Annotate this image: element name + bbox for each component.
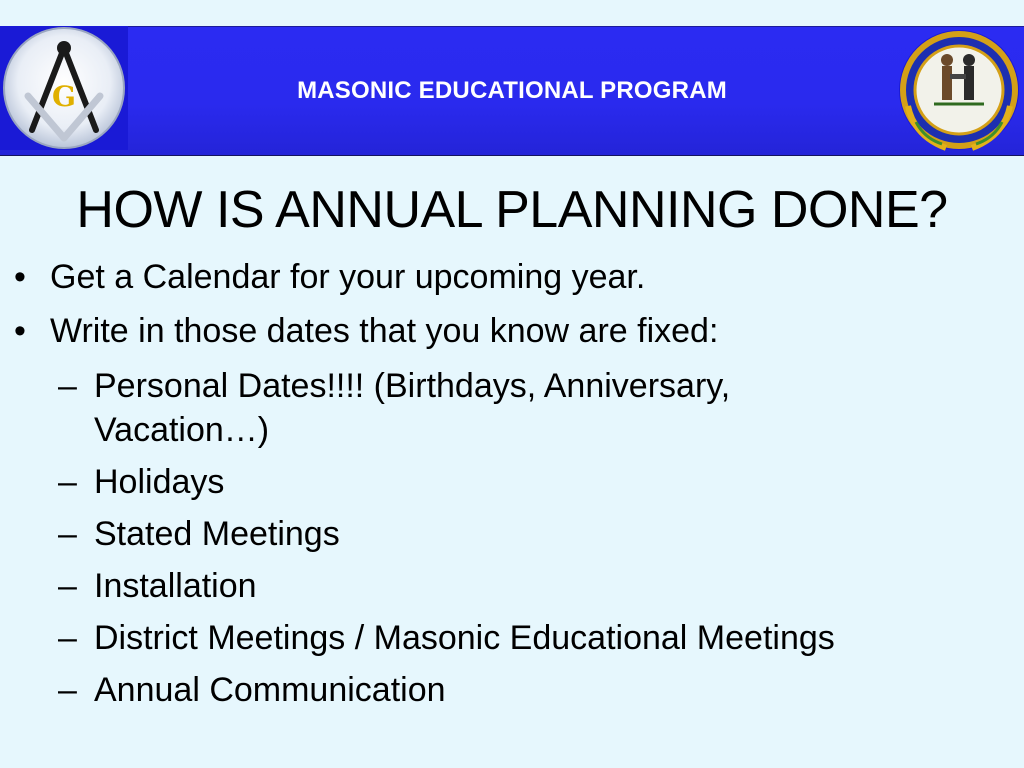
sub-bullet-text: Annual Communication	[94, 671, 446, 709]
sub-bullet-text: District Meetings / Masonic Educational Meetings	[94, 619, 835, 657]
dash-glyph: –	[58, 367, 77, 405]
bullet-glyph: •	[14, 258, 26, 296]
bullet-item	[14, 304, 1014, 358]
header-banner	[0, 26, 1024, 156]
bullet-glyph: •	[14, 312, 26, 350]
dash-glyph: –	[58, 463, 77, 501]
dash-glyph: –	[58, 671, 77, 709]
sub-bullet-item	[14, 460, 1014, 504]
sub-bullet-item	[14, 364, 914, 452]
sub-bullet-text: Stated Meetings	[94, 515, 340, 553]
top-band	[0, 0, 1024, 26]
banner-title: MASONIC EDUCATIONAL PROGRAM	[297, 77, 727, 104]
bullet-list	[14, 250, 1014, 712]
sub-bullet-item	[14, 512, 1014, 556]
sub-bullet-item	[14, 668, 1014, 712]
slide-heading: HOW IS ANNUAL PLANNING DONE?	[76, 181, 948, 239]
masonic-logo-icon	[0, 26, 128, 150]
dash-glyph: –	[58, 567, 77, 605]
sub-bullet-text: Installation	[94, 567, 257, 605]
sub-bullet-item	[14, 564, 1014, 608]
sub-bullet-item	[14, 616, 1014, 660]
bullet-text: Get a Calendar for your upcoming year.	[50, 258, 646, 296]
sub-bullet-text: Personal Dates!!!! (Birthdays, Anniversary, Vacation…)	[94, 367, 731, 449]
bullet-text: Write in those dates that you know are fixed:	[50, 312, 719, 350]
dash-glyph: –	[58, 619, 77, 657]
sub-bullet-text: Holidays	[94, 463, 225, 501]
dash-glyph: –	[58, 515, 77, 553]
kentucky-seal-icon	[894, 26, 1024, 154]
bullet-item	[14, 250, 1014, 304]
svg-text:G: G	[52, 80, 76, 113]
